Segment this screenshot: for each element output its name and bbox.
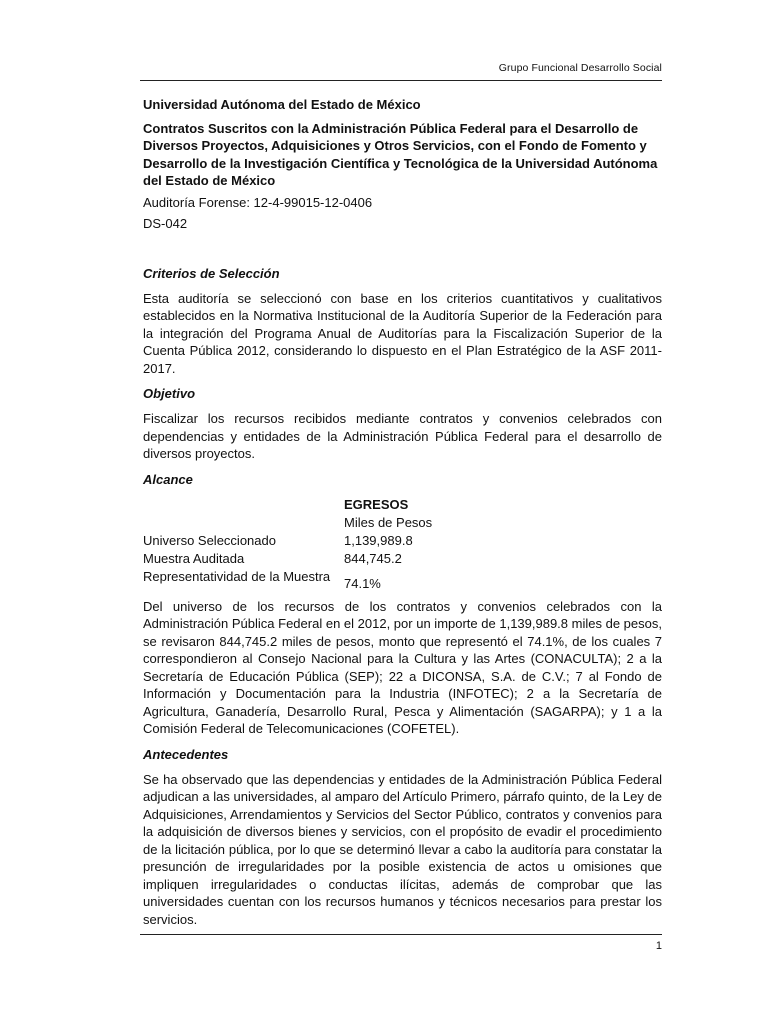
main-content: [143, 96, 662, 936]
entity-title: Universidad Autónoma del Estado de México: [143, 97, 421, 112]
alcance-row-label: Muestra Auditada: [143, 550, 245, 566]
alcance-row-value: 844,745.2: [344, 550, 402, 566]
objetivo-section: [143, 385, 662, 463]
antecedentes-text: Se ha observado que las dependencias y entidades de la Administración Pública Federal adjudican a las universidades, al amparo del Artículo Primero, párrafo quinto, de la Ley de Adquisiciones, Arrendamientos y Servicios del Sector Público, contratos y convenios para la adquisición de diversos bienes y servicios, con el propósito de evadir el procedimiento de la licitación pública, por lo que se determinó llevar a cabo la auditoría para constatar la presunción de irregularidades por la posible existencia de actos u omisiones que impliquen irregularidades o conductas ilícitas, además de comprobar que las universidades cuentan con los recursos humanos y técnicos necesarios para prestar los servicios.: [143, 771, 662, 927]
header-group-label: Grupo Funcional Desarrollo Social: [498, 62, 662, 74]
alcance-row-value: 1,139,989.8: [344, 532, 413, 548]
antecedentes-heading: Antecedentes: [143, 746, 229, 762]
alcance-table: [143, 496, 662, 591]
antecedentes-section: [143, 746, 662, 929]
alcance-row-label: Representatividad de la Muestra: [143, 568, 331, 584]
footer-divider: [140, 934, 662, 935]
alcance-heading: Alcance: [143, 471, 193, 487]
objetivo-heading: Objetivo: [143, 386, 196, 401]
alcance-row-label: Universo Seleccionado: [143, 532, 276, 548]
audit-subtitle: Contratos Suscritos con la Administración Pública Federal para el Desarrollo de Diversos Proyectos, Adquisiciones y Otros Servicios, con el Fondo de Fomento y Desarrollo de la Investigación Científica y Tecnológica de la Universidad Autónoma del Estado de México: [143, 120, 658, 188]
audit-code: DS-042: [143, 216, 188, 231]
alcance-text: Del universo de los recursos de los contratos y convenios celebrados con la Administración Pública Federal en el 2012, por un importe de 1,139,989.8 miles de pesos, se revisaron 844,745.2 miles de pesos, monto que representó el 74.1%, de los cuales 7 correspondieron al Consejo Nacional para la Cultura y las Artes (CONACULTA); 2 a la Secretaría de Educación Pública (SEP); 22 a DICONSA, S.A. de C.V.; 7 al Fondo de Información y Documentación para la Industria (INFOTEC); 2 a la Secretaría de Agricultura, Ganadería, Desarrollo Rural, Pesca y Alimentación (SAGARPA); y 1 a la Comisión Federal de Telecomunicaciones (COFETEL).: [143, 598, 662, 736]
egresos-column-header: EGRESOS: [344, 496, 409, 512]
title-block: [143, 96, 662, 233]
egresos-column-unit: Miles de Pesos: [344, 514, 433, 530]
alcance-row-value: 74.1%: [344, 575, 381, 591]
criterios-section: [143, 265, 662, 378]
objetivo-text: Fiscalizar los recursos recibidos mediante contratos y convenios celebrados con dependencias y entidades de la Administración Pública Federal para el desarrollo de diversos proyectos.: [143, 411, 662, 461]
criterios-text: Esta auditoría se seleccionó con base en los criterios cuantitativos y cualitativos establecidos en la Normativa Institucional de la Auditoría Superior de la Federación para la integración del Programa Anual de Auditorías para la Fiscalización Superior de la Cuenta Pública 2012, considerando lo dispuesto en el Plan Estratégico de la ASF 2011-2017.: [143, 290, 662, 376]
audit-number: Auditoría Forense: 12-4-99015-12-0406: [143, 194, 373, 210]
alcance-section: [143, 471, 662, 738]
criterios-heading: Criterios de Selección: [143, 265, 280, 281]
header-divider: [140, 80, 662, 81]
page-number: 1: [655, 940, 662, 952]
